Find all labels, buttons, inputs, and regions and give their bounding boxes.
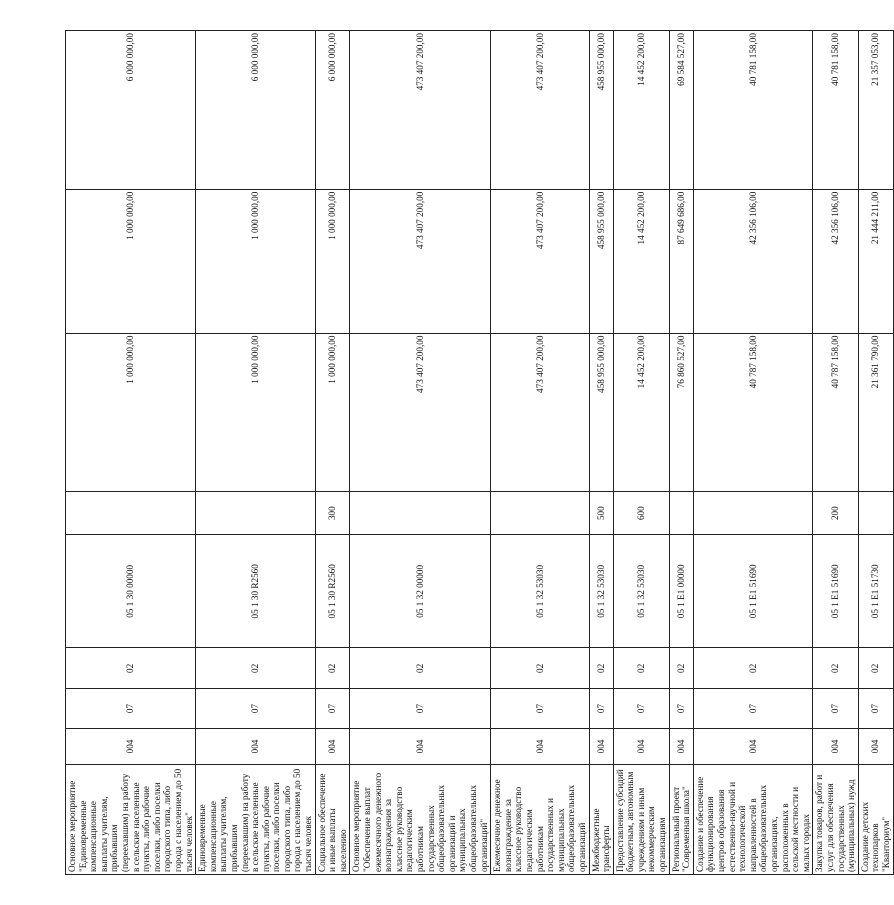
grbs-cell: 004 <box>66 728 196 764</box>
section-cell: 07 <box>813 689 858 729</box>
subsection-cell: 02 <box>813 648 858 689</box>
section-cell: 07 <box>589 689 613 729</box>
expense-type-cell <box>66 492 196 535</box>
target-article-cell: 05 1 30 00000 <box>66 535 196 648</box>
amount-year2-cell: 14 452 200,00 <box>613 189 669 333</box>
target-article-cell: 05 1 E1 51690 <box>813 535 858 648</box>
amount-year3-cell: 473 407 200,00 <box>491 31 589 190</box>
subsection-cell: 02 <box>613 648 669 689</box>
row-name-cell: Закупка товаров, работ и услуг для обеспечения государственных (муниципальных) нужд <box>813 765 858 875</box>
amount-year3-cell: 458 955 000,00 <box>589 31 613 190</box>
table-row <box>350 31 491 875</box>
amount-year2-cell: 42 356 106,00 <box>693 189 813 333</box>
target-article-cell: 05 1 32 53030 <box>491 535 589 648</box>
grbs-cell: 004 <box>858 728 893 764</box>
amount-year3-cell: 473 407 200,00 <box>350 31 491 190</box>
row-name-cell: Создание детских технопарков "Кванториум" <box>858 765 893 875</box>
table-row <box>858 31 893 875</box>
amount-year1-cell: 14 452 200,00 <box>613 333 669 492</box>
amount-year1-cell: 473 407 200,00 <box>491 333 589 492</box>
subsection-cell: 02 <box>669 648 693 689</box>
amount-year1-cell: 40 787 158,00 <box>813 333 858 492</box>
table-row <box>315 31 350 875</box>
target-article-cell: 05 1 30 R2560 <box>315 535 350 648</box>
subsection-cell: 02 <box>196 648 316 689</box>
amount-year2-cell: 1 000 000,00 <box>315 189 350 333</box>
subsection-cell: 02 <box>315 648 350 689</box>
target-article-cell: 05 1 32 53030 <box>613 535 669 648</box>
amount-year2-cell: 21 444 211,00 <box>858 189 893 333</box>
table-row <box>693 31 813 875</box>
amount-year1-cell: 1 000 000,00 <box>66 333 196 492</box>
grbs-cell: 004 <box>813 728 858 764</box>
amount-year1-cell: 458 955 000,00 <box>589 333 613 492</box>
amount-year2-cell: 458 955 000,00 <box>589 189 613 333</box>
grbs-cell: 004 <box>350 728 491 764</box>
grbs-cell: 004 <box>669 728 693 764</box>
amount-year1-cell: 1 000 000,00 <box>315 333 350 492</box>
amount-year3-cell: 6 000 000,00 <box>66 31 196 190</box>
amount-year1-cell: 1 000 000,00 <box>196 333 316 492</box>
section-cell: 07 <box>858 689 893 729</box>
grbs-cell: 004 <box>693 728 813 764</box>
row-name-cell: Основное мероприятие "Единовременные компенсационные выплаты учителям, прибывшим (переехавшим) на работу в сельские населенные пункты, либо рабочие поселки, либо поселки городского типа, либо города с населением до 50 тысяч человек" <box>66 765 196 875</box>
target-article-cell: 05 1 E1 51690 <box>693 535 813 648</box>
amount-year3-cell: 6 000 000,00 <box>315 31 350 190</box>
amount-year2-cell: 473 407 200,00 <box>350 189 491 333</box>
section-cell: 07 <box>613 689 669 729</box>
row-name-cell: Основное мероприятие "Обеспечение выплат ежемесячного денежного вознаграждения за классное руководство педагогическим работникам государственных общеобразовательных организаций и муниципальных общеобразовательных организаций" <box>350 765 491 875</box>
amount-year3-cell: 14 452 200,00 <box>613 31 669 190</box>
expense-type-cell <box>196 492 316 535</box>
subsection-cell: 02 <box>693 648 813 689</box>
amount-year2-cell: 1 000 000,00 <box>196 189 316 333</box>
table-row <box>813 31 858 875</box>
target-article-cell: 05 1 30 R2560 <box>196 535 316 648</box>
expense-type-cell: 200 <box>813 492 858 535</box>
amount-year2-cell: 87 649 686,00 <box>669 189 693 333</box>
expense-type-cell <box>491 492 589 535</box>
section-cell: 07 <box>315 689 350 729</box>
expense-type-cell <box>669 492 693 535</box>
table-row <box>669 31 693 875</box>
grbs-cell: 004 <box>589 728 613 764</box>
amount-year1-cell: 473 407 200,00 <box>350 333 491 492</box>
target-article-cell: 05 1 32 00000 <box>350 535 491 648</box>
subsection-cell: 02 <box>350 648 491 689</box>
row-name-cell: Межбюджетные трансферты <box>589 765 613 875</box>
section-cell: 07 <box>693 689 813 729</box>
amount-year3-cell: 21 357 053,00 <box>858 31 893 190</box>
row-name-cell: Единовременные компенсационные выплаты учителям, прибывшим (переехавшим) на работу в сельские населенные пункты, либо рабочие поселки, либо поселки городского типа, либо города с населением до 50 тысяч человек <box>196 765 316 875</box>
amount-year1-cell: 21 361 790,00 <box>858 333 893 492</box>
amount-year2-cell: 473 407 200,00 <box>491 189 589 333</box>
row-name-cell: Ежемесячное денежное вознаграждение за классное руководство педагогическим работникам государственных и муниципальных общеобразовательных организаций <box>491 765 589 875</box>
amount-year1-cell: 40 787 158,00 <box>693 333 813 492</box>
grbs-cell: 004 <box>491 728 589 764</box>
rotated-table-wrapper <box>65 30 891 875</box>
table-row <box>589 31 613 875</box>
amount-year3-cell: 69 584 527,00 <box>669 31 693 190</box>
section-cell: 07 <box>669 689 693 729</box>
table-row <box>491 31 589 875</box>
row-name-cell: Региональный проект "Современная школа" <box>669 765 693 875</box>
amount-year3-cell: 40 781 158,00 <box>693 31 813 190</box>
row-name-cell: Социальное обеспечение и иные выплаты населению <box>315 765 350 875</box>
target-article-cell: 05 1 E1 00000 <box>669 535 693 648</box>
subsection-cell: 02 <box>491 648 589 689</box>
target-article-cell: 05 1 E1 51730 <box>858 535 893 648</box>
table-body <box>66 31 894 875</box>
section-cell: 07 <box>66 689 196 729</box>
row-name-cell: Создание и обеспечение функционирования центров образования естественно-научной и технологической направленностей в общеобразовательных организациях, расположенных в сельской местности и малых городах <box>693 765 813 875</box>
amount-year1-cell: 76 860 527,00 <box>669 333 693 492</box>
amount-year3-cell: 40 781 158,00 <box>813 31 858 190</box>
amount-year2-cell: 42 356 106,00 <box>813 189 858 333</box>
expense-type-cell: 600 <box>613 492 669 535</box>
subsection-cell: 02 <box>858 648 893 689</box>
grbs-cell: 004 <box>315 728 350 764</box>
expense-type-cell <box>858 492 893 535</box>
budget-table <box>65 30 894 875</box>
document-page <box>65 30 891 875</box>
row-name-cell: Предоставление субсидий бюджетным, автономным учреждениям и иным некоммерческим организациям <box>613 765 669 875</box>
grbs-cell: 004 <box>196 728 316 764</box>
subsection-cell: 02 <box>66 648 196 689</box>
expense-type-cell <box>693 492 813 535</box>
table-row <box>196 31 316 875</box>
expense-type-cell <box>350 492 491 535</box>
section-cell: 07 <box>491 689 589 729</box>
amount-year2-cell: 1 000 000,00 <box>66 189 196 333</box>
section-cell: 07 <box>350 689 491 729</box>
expense-type-cell: 300 <box>315 492 350 535</box>
amount-year3-cell: 6 000 000,00 <box>196 31 316 190</box>
subsection-cell: 02 <box>589 648 613 689</box>
target-article-cell: 05 1 32 53030 <box>589 535 613 648</box>
section-cell: 07 <box>196 689 316 729</box>
expense-type-cell: 500 <box>589 492 613 535</box>
table-row <box>66 31 196 875</box>
grbs-cell: 004 <box>613 728 669 764</box>
table-row <box>613 31 669 875</box>
